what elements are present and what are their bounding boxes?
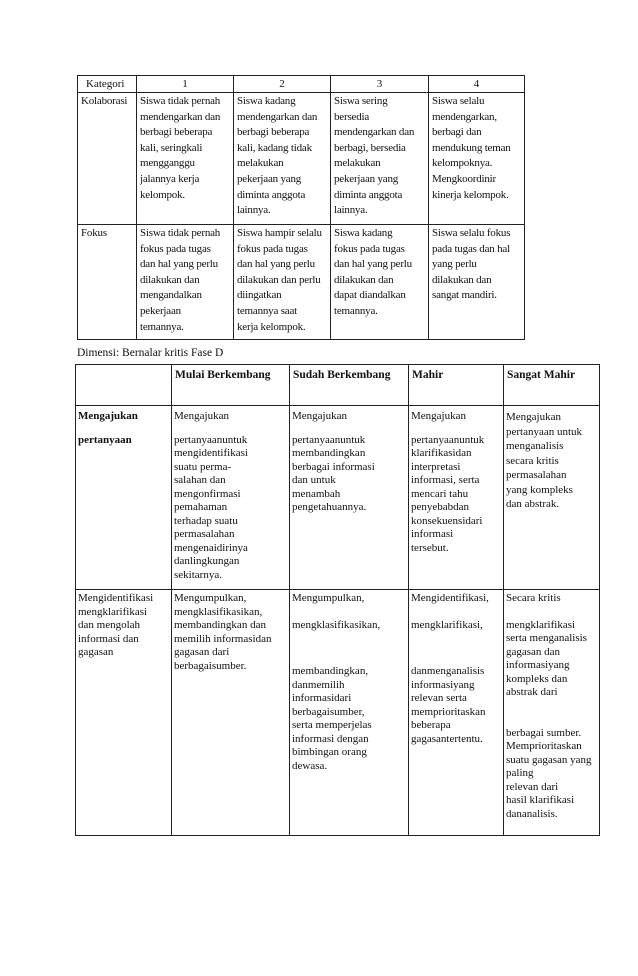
text-line: kelompok.: [140, 188, 185, 201]
text-line: pekerjaan yang: [237, 172, 302, 185]
text-line: informasiyang: [506, 659, 570, 671]
text-line: abstrak dari: [506, 686, 558, 698]
rubric-table-critical-reasoning: [75, 364, 600, 836]
text-line: mendengarkan,: [432, 110, 497, 123]
rubric-cell: [290, 590, 409, 836]
text-line: informasi, serta: [411, 474, 480, 486]
table-row: [78, 93, 525, 225]
text-line: mengandalkan: [140, 289, 202, 302]
cell-line: mengklasifikasikan,: [292, 618, 381, 631]
text-line: pertanyaanuntuk: [411, 433, 485, 446]
text-line: diminta anggota: [237, 188, 306, 201]
text-line: dan hal yang perlu: [237, 258, 315, 271]
text-line: Siswa sering: [334, 95, 388, 107]
text-line: Siswa tidak pernah: [140, 227, 221, 239]
text-line: Mengidentifikasi: [78, 592, 154, 604]
text-line: pertanyaanuntuk: [174, 433, 248, 446]
text-line: dilakukan dan: [140, 273, 200, 286]
text-line: dapat diandalkan: [334, 289, 406, 302]
text-line: mengklarifikasi: [506, 618, 576, 631]
rubric-cell: [172, 590, 290, 836]
header-level-3: 3: [331, 76, 429, 93]
category-line: pertanyaan: [78, 433, 132, 446]
cell-line: Secara kritis: [506, 592, 561, 604]
text-line: Siswa hampir selalu: [237, 227, 322, 239]
text-line: mengklasifikasikan,: [174, 605, 263, 618]
text-line: permasalahan: [506, 469, 567, 481]
text-line: diingatkan: [237, 289, 282, 302]
text-line: kali, kadang tidak: [237, 141, 312, 154]
text-line: kerja kelompok.: [237, 320, 306, 333]
text-line: Siswa selalu: [432, 95, 485, 107]
cell-lines: [78, 592, 169, 660]
text-line: serta memperjelas: [292, 719, 372, 731]
rubric-table-collaboration-focus: [77, 75, 525, 340]
text-line: dilakukan dan perlu: [237, 273, 321, 286]
text-line: pengetahuannya.: [292, 501, 367, 513]
text-line: informasi dan: [78, 632, 139, 645]
text-line: mengklarifikasi: [78, 605, 148, 618]
text-line: dewasa.: [292, 759, 328, 772]
rubric-cell: [429, 225, 525, 340]
rubric-cell: [504, 406, 600, 590]
text-line: dan mengolah: [78, 619, 141, 631]
text-line: diminta anggota: [334, 188, 403, 201]
text-line: dan hal yang perlu: [140, 258, 218, 271]
text-line: penyebabdan: [411, 501, 470, 513]
rubric-cell: [331, 225, 429, 340]
header-level-1: 1: [137, 76, 234, 93]
text-line: bersedia: [334, 110, 370, 123]
rubric-cell: [429, 93, 525, 225]
text-line: yang perlu: [432, 258, 477, 271]
table-row: [76, 406, 600, 590]
text-line: temannya saat: [237, 304, 298, 317]
rubric-cell: [331, 93, 429, 225]
text-line: memprioritaskan: [411, 705, 486, 718]
text-line: mengidentifikasi: [174, 447, 248, 459]
table-row: [76, 590, 600, 836]
text-line: membandingkan dan: [174, 619, 266, 631]
category-line: Mengajukan: [78, 410, 138, 422]
text-line: serta menganalisis: [506, 632, 587, 644]
text-line: klarifikasidan: [411, 447, 472, 459]
category-cell: Fokus: [78, 225, 137, 340]
cell-lines: [506, 727, 597, 822]
text-line: tersebut.: [411, 541, 449, 554]
text-line: membandingkan,: [292, 665, 369, 677]
text-line: Mengumpulkan,: [174, 592, 247, 604]
text-line: beberapa: [411, 719, 451, 731]
text-line: danlingkungan: [174, 555, 240, 567]
text-line: kelompoknya.: [432, 157, 493, 170]
cell-lines: [411, 665, 501, 746]
cell-lines: [506, 619, 597, 700]
text-line: pekerjaan: [140, 304, 181, 317]
text-line: fokus pada tugas: [334, 242, 405, 255]
cell-line: Mengumpulkan,: [292, 592, 365, 604]
text-line: kali, seringkali: [140, 141, 203, 154]
rubric-cell: [409, 406, 504, 590]
category-cell: Kolaborasi: [78, 93, 137, 225]
header-level-2: 2: [234, 76, 331, 93]
text-line: relevan dari: [506, 780, 559, 793]
text-line: permasalahan: [174, 528, 235, 540]
text-line: secara kritis: [506, 454, 559, 467]
rubric-cell: [504, 590, 600, 836]
text-line: gagasan: [78, 646, 114, 658]
text-line: Siswa kadang: [237, 95, 296, 107]
cell-line: mengklarifikasi,: [411, 618, 483, 631]
text-line: relevan serta: [411, 692, 467, 704]
text-line: Siswa selalu fokus: [432, 227, 511, 239]
text-line: dilakukan dan: [432, 273, 492, 286]
text-line: mengenaidirinya: [174, 541, 248, 554]
text-line: dan abstrak.: [506, 498, 560, 510]
text-line: salahan dan: [174, 474, 226, 486]
text-line: berbagaisumber,: [292, 705, 365, 718]
text-line: berbagi dan: [432, 126, 482, 139]
text-line: memilih informasidan: [174, 632, 272, 645]
rubric-cell: [137, 225, 234, 340]
text-line: suatu perma-: [174, 460, 232, 473]
text-line: melakukan: [237, 157, 284, 170]
cell-line: Mengajukan: [174, 410, 229, 422]
text-line: pertanyaan untuk: [506, 425, 583, 438]
header-kategori: Kategori: [78, 76, 137, 93]
text-line: melakukan: [334, 157, 381, 170]
text-line: dan hal yang perlu: [334, 258, 412, 271]
text-line: temannya.: [140, 320, 184, 333]
text-line: dananalisis.: [506, 807, 558, 820]
text-line: mendengarkan dan: [334, 126, 415, 139]
cell-lines: [174, 434, 287, 583]
cell-lines: [292, 665, 406, 773]
rubric-cell: [409, 590, 504, 836]
text-line: menambah: [292, 487, 341, 500]
text-line: lainnya.: [237, 204, 271, 217]
text-line: gagasan dari: [174, 646, 230, 658]
text-line: fokus pada tugas: [237, 242, 308, 255]
text-line: terhadap suatu: [174, 514, 238, 527]
cell-line: Mengajukan: [292, 410, 347, 422]
text-line: Mengajukan: [506, 411, 561, 423]
text-line: fokus pada tugas: [140, 242, 211, 255]
header-level-4: 4: [429, 76, 525, 93]
text-line: hasil klarifikasi: [506, 794, 575, 806]
text-line: pada tugas dan hal: [432, 242, 510, 255]
text-line: bimbingan orang: [292, 746, 367, 758]
text-line: interpretasi: [411, 460, 461, 473]
cell-line: Mengidentifikasi,: [411, 592, 489, 604]
category-cell: [76, 590, 172, 836]
text-line: suatu gagasan yang: [506, 753, 592, 766]
text-line: mendengarkan dan: [140, 110, 221, 123]
text-line: kinerja kelompok.: [432, 188, 509, 201]
text-line: berbagi beberapa: [237, 126, 310, 139]
text-line: gagasantertentu.: [411, 732, 483, 745]
rubric-cell: [137, 93, 234, 225]
text-line: Memprioritaskan: [506, 740, 582, 752]
category-cell: [76, 406, 172, 590]
text-line: dan untuk: [292, 474, 336, 486]
cell-lines: [411, 434, 501, 556]
table-row: [78, 225, 525, 340]
text-line: jalannya kerja: [140, 172, 200, 185]
text-line: sangat mandiri.: [432, 289, 497, 302]
text-line: informasidari: [292, 692, 352, 704]
text-line: gagasan dan: [506, 645, 561, 658]
text-line: danmenganalisis: [411, 665, 485, 677]
header-empty: [76, 365, 172, 406]
text-line: mencari tahu: [411, 487, 469, 500]
text-line: mengganggu: [140, 157, 195, 170]
text-line: dilakukan dan: [334, 273, 394, 286]
text-line: pemahaman: [174, 501, 228, 513]
text-line: informasi dengan: [292, 732, 369, 745]
text-line: mendengarkan dan: [237, 110, 318, 123]
rubric-cell: [234, 93, 331, 225]
text-line: Mengkoordinir: [432, 172, 497, 185]
text-line: mengonfirmasi: [174, 487, 241, 500]
text-line: berbagi, bersedia: [334, 141, 406, 154]
rubric-cell: [234, 225, 331, 340]
dimension-caption: Dimensi: Bernalar kritis Fase D: [77, 347, 224, 359]
text-line: temannya.: [334, 304, 378, 317]
text-line: konsekuensidari: [411, 514, 483, 527]
header-sangat-mahir: Sangat Mahir: [504, 365, 600, 406]
text-line: berbagai informasi: [292, 460, 375, 473]
text-line: Siswa tidak pernah: [140, 95, 221, 107]
table-header-row: [76, 365, 600, 406]
text-line: mendukung teman: [432, 141, 511, 154]
text-line: berbagi beberapa: [140, 126, 213, 139]
text-line: informasi: [411, 528, 454, 540]
text-line: yang kompleks: [506, 483, 573, 496]
rubric-cell: [172, 406, 290, 590]
table-header-row: [78, 76, 525, 93]
text-line: danmemilih: [292, 678, 345, 691]
text-line: menganalisis: [506, 440, 564, 452]
text-line: lainnya.: [334, 204, 368, 217]
cell-line: Mengajukan: [411, 410, 466, 422]
text-line: paling: [506, 767, 534, 779]
text-line: informasiyang: [411, 678, 475, 691]
text-line: kompleks dan: [506, 672, 568, 685]
cell-lines: [506, 410, 597, 512]
header-mulai-berkembang: Mulai Berkembang: [172, 365, 290, 406]
text-line: pekerjaan yang: [334, 172, 399, 185]
header-mahir: Mahir: [409, 365, 504, 406]
cell-lines: [292, 434, 406, 515]
text-line: pertanyaanuntuk: [292, 433, 366, 446]
cell-lines: [174, 592, 287, 673]
text-line: Siswa kadang: [334, 227, 393, 239]
text-line: sekitarnya.: [174, 568, 222, 581]
text-line: berbagai sumber.: [506, 726, 582, 739]
header-sudah-berkembang: Sudah Berkembang: [290, 365, 409, 406]
rubric-cell: [290, 406, 409, 590]
text-line: membandingkan: [292, 447, 366, 459]
text-line: berbagaisumber.: [174, 659, 247, 672]
